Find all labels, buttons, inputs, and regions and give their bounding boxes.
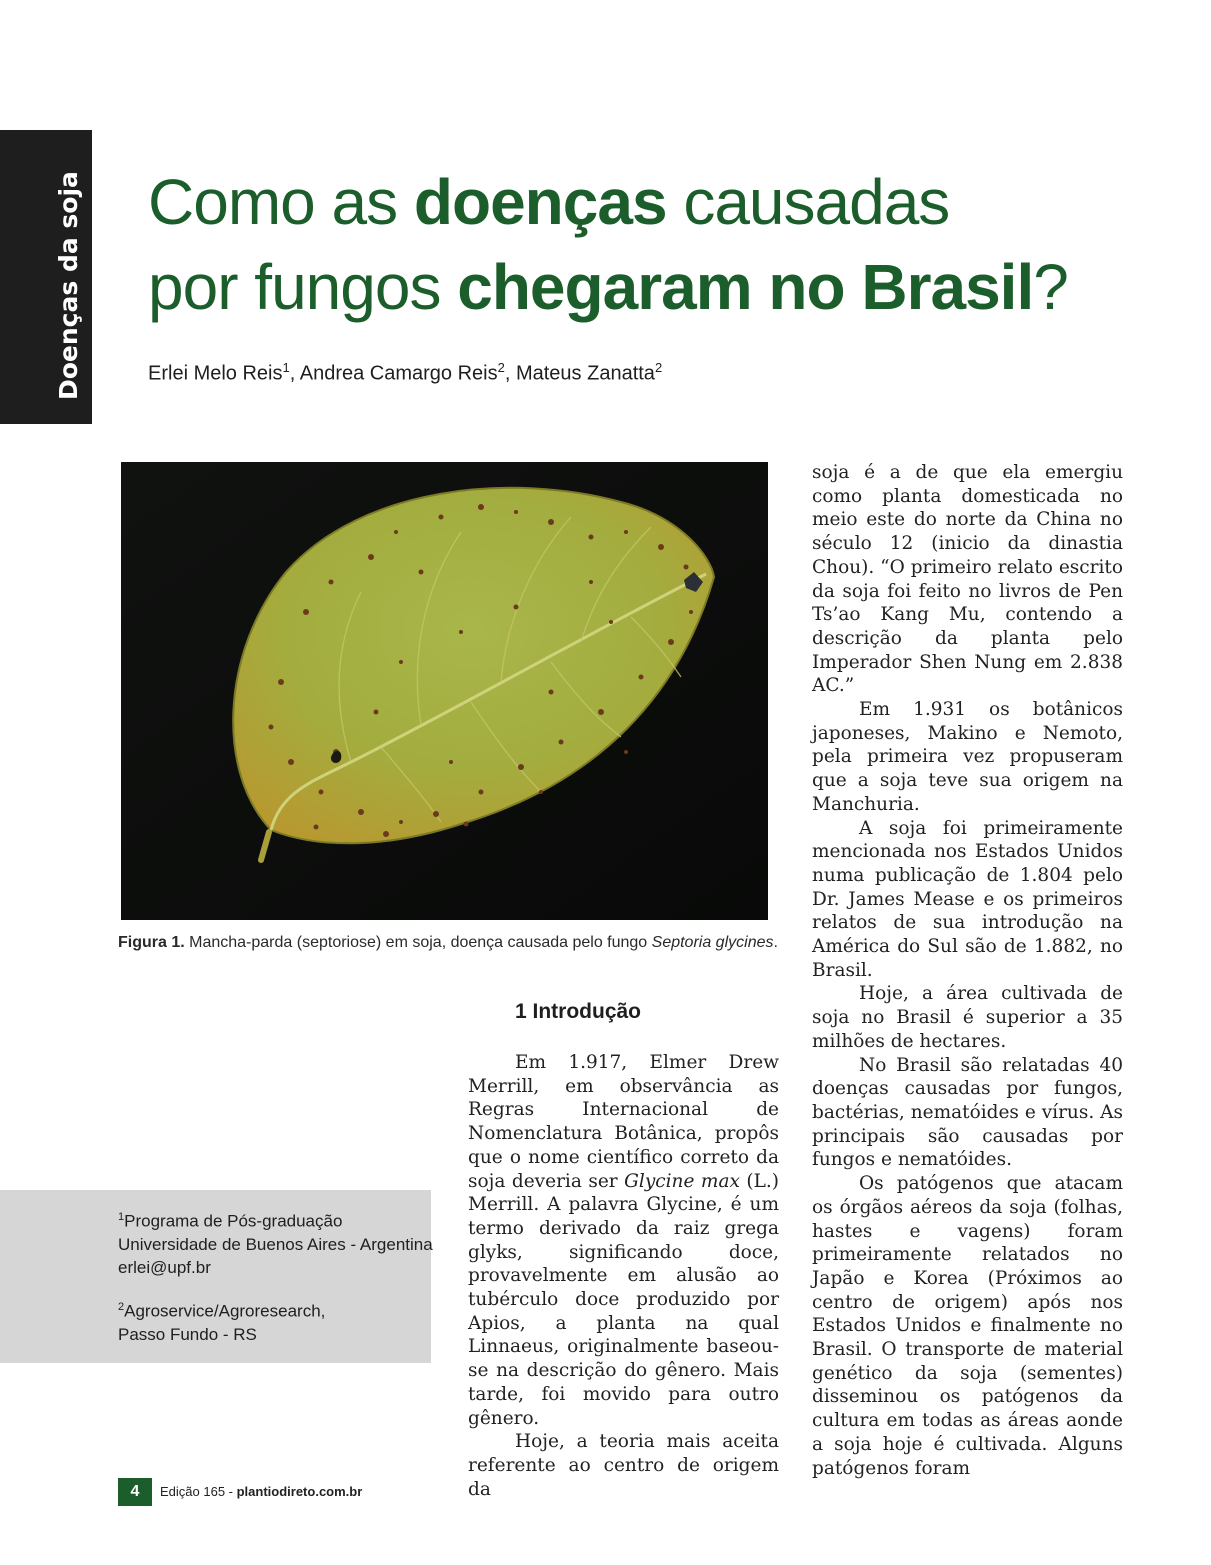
- footnote-email: erlei@upf.br: [118, 1257, 211, 1277]
- section-tab-label: Doenças da soja: [54, 171, 83, 400]
- body-column-right: [812, 461, 1123, 1480]
- footnote-text: Passo Fundo - RS: [118, 1324, 257, 1344]
- body-paragraph: A soja foi primeiramente mencionada nos Estados Unidos numa publicação de 1.804 pelo Dr. James Mease e os primeiros relatos de sua introdução na América do Sul são de 1.882, no Brasil.: [812, 817, 1123, 981]
- body-text: Em 1.917, Elmer Drew Merrill, em observância as Regras Internacional de Nomenclatura Botânica, propôs que o nome científico correto da soja deveria ser: [468, 1052, 779, 1192]
- title-text: por fungos: [148, 251, 458, 323]
- author-affiliation-mark: 1: [282, 360, 290, 375]
- author-name: Andrea Camargo Reis: [299, 362, 498, 385]
- figure-species: Septoria glycines: [651, 934, 774, 951]
- body-column-middle: [468, 1051, 779, 1501]
- title-text: Como as: [148, 166, 414, 238]
- body-species: Glycine max: [624, 1170, 740, 1192]
- figure-label: Figura 1.: [118, 934, 185, 951]
- figure-caption-text: Mancha-parda (septoriose) em soja, doença causada pelo fungo: [184, 934, 652, 951]
- body-paragraph: Em 1.931 os botânicos japoneses, Makino e Nemoto, pela primeira vez propuseram que a soja teve sua origem na Manchuria.: [812, 699, 1123, 815]
- author-affiliation-mark: 2: [497, 360, 505, 375]
- section-tab: [0, 130, 92, 424]
- author-separator: ,: [504, 362, 516, 385]
- footer-info: [160, 1484, 362, 1499]
- author-name: Erlei Melo Reis: [148, 362, 283, 385]
- figure-caption: [118, 934, 798, 952]
- figure-caption-end: .: [773, 934, 778, 951]
- body-paragraph: No Brasil são relatadas 40 doenças causadas por fungos, bactérias, nematóides e vírus. As principais são causadas por fungos e nematóides.: [812, 1054, 1123, 1171]
- body-paragraph: [468, 1051, 779, 1430]
- leaf-illustration: [121, 462, 768, 920]
- body-paragraph: soja é a de que ela emergiu como planta domesticada no meio este do norte da China no século 12 (inicio da dinastia Chou). “O primeiro relato escrito da soja foi feito no livros de Pen Ts’ao Kang Mu, contendo a descrição da planta pelo Imperador Shen Nung em 2.838 AC.”: [812, 462, 1123, 697]
- footnote-text: Programa de Pós-graduação: [124, 1211, 343, 1231]
- body-paragraph: Hoje, a teoria mais aceita referente ao centro de origem da: [468, 1431, 779, 1500]
- author-list: [148, 360, 662, 386]
- author-name: Mateus Zanatta: [515, 362, 655, 385]
- figure-leaf-photo: [121, 462, 768, 920]
- title-emphasis: doenças: [413, 166, 667, 238]
- title-text: causadas: [666, 166, 950, 238]
- footnote-affiliation-1: [118, 1206, 433, 1279]
- footer-site: plantiodireto.com.br: [236, 1484, 363, 1499]
- article-title: [148, 160, 1068, 330]
- body-paragraph: Os patógenos que atacam os órgãos aéreos da soja (folhas, hastes e vagens) foram primeiramente relatados no Japão e Korea (Próximos ao centro de origem) após nos Estados Unidos e finalmente no Brasil. O transporte de material genético da soja (sementes) disseminou os patógenos da cultura em todas as áreas aonde a soja hoje é cultivada. Alguns patógenos foram: [812, 1173, 1123, 1479]
- author-separator: ,: [289, 362, 300, 385]
- page-number: 4: [118, 1478, 152, 1506]
- footnote-text: Universidade de Buenos Aires - Argentina: [118, 1234, 433, 1254]
- body-paragraph: Hoje, a área cultivada de soja no Brasil é superior a 35 milhões de hectares.: [812, 983, 1123, 1052]
- body-text: (L.) Merrill. A palavra Glycine, é um termo derivado da raiz grega glyks, significando doce, provavelmente em alusão ao tubérculo doce produzido por Apios, a planta na qual Linnaeus, originalmente baseou-se na descrição do gênero. Mais tarde, foi movido para outro gênero.: [468, 1170, 779, 1429]
- section-heading: 1 Introdução: [515, 1000, 642, 1023]
- footnote-affiliation-2: [118, 1296, 325, 1346]
- footer-edition: Edição 165 -: [160, 1484, 237, 1499]
- title-emphasis: chegaram no Brasil: [457, 251, 1034, 323]
- footnote-text: Agroservice/Agroresearch,: [124, 1301, 326, 1321]
- title-text: ?: [1033, 251, 1068, 323]
- author-affiliation-mark: 2: [654, 360, 663, 375]
- footnote-mark: 2: [118, 1301, 125, 1313]
- footnote-mark: 1: [118, 1211, 125, 1223]
